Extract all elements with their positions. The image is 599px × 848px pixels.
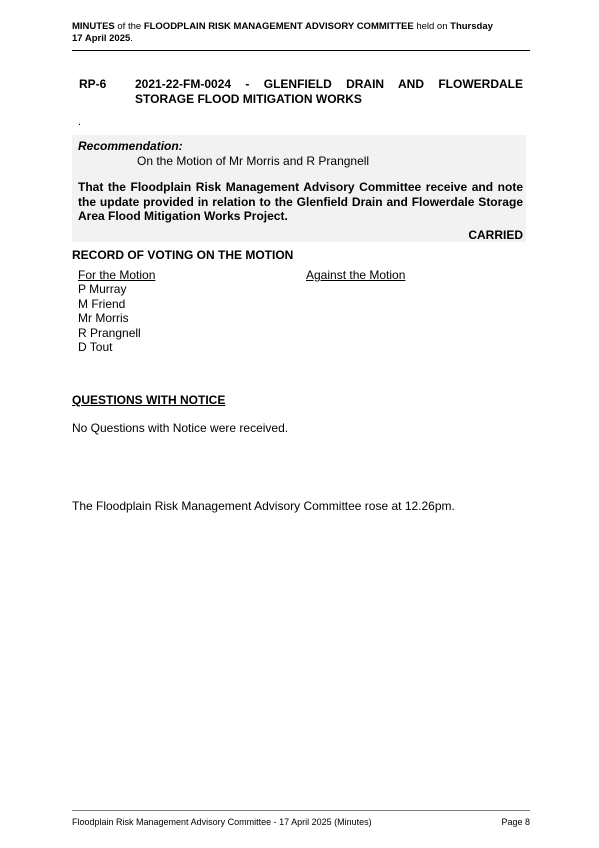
questions-text: No Questions with Notice were received. xyxy=(72,421,289,435)
recommendation-label: Recommendation: xyxy=(78,139,183,153)
header-committee: FLOODPLAIN RISK MANAGEMENT ADVISORY COMMITTEE xyxy=(143,21,414,32)
item-title-line2: STORAGE FLOOD MITIGATION WORKS xyxy=(135,92,362,106)
motion-result: CARRIED xyxy=(468,228,523,242)
header-day: Thursday xyxy=(450,21,493,32)
footer-title: Floodplain Risk Management Advisory Committee - 17 April 2025 (Minutes) xyxy=(72,817,372,827)
voter-name: P Murray xyxy=(78,282,127,296)
header-of-the: of the xyxy=(114,21,144,32)
item-title-line1: 2021-22-FM-0024 - GLENFIELD DRAIN AND FLOWERDALE xyxy=(135,77,523,91)
voter-name: M Friend xyxy=(78,296,126,311)
closing-statement: The Floodplain Risk Management Advisory Committee rose at 12.26pm. xyxy=(72,499,455,513)
questions-heading: QUESTIONS WITH NOTICE xyxy=(72,393,226,407)
page-number: Page 8 xyxy=(501,817,530,827)
item-dot: . xyxy=(78,116,82,128)
header-minutes: MINUTES xyxy=(72,21,115,32)
for-motion-heading: For the Motion xyxy=(78,268,156,282)
header-period: . xyxy=(130,33,133,44)
footer-divider xyxy=(72,810,530,811)
for-motion-list xyxy=(78,282,141,355)
motion-text: On the Motion of Mr Morris and R Prangnell xyxy=(137,154,370,168)
voter-name: D Tout xyxy=(78,340,113,354)
header-date: 17 April 2025 xyxy=(72,33,131,44)
resolution-text: That the Floodplain Risk Management Advisory Committee receive and note the update provided in relation to the Glenfield Drain and Flowerdale Storage Area Flood Mitigation Works Project. xyxy=(78,180,523,223)
voter-name: Mr Morris xyxy=(78,311,129,325)
voter-name: R Prangnell xyxy=(78,325,141,340)
header-held-on: held on xyxy=(413,21,451,32)
against-motion-heading: Against the Motion xyxy=(306,268,406,282)
page-header xyxy=(72,21,532,45)
header-divider xyxy=(72,50,530,51)
item-code: RP-6 xyxy=(79,77,107,91)
voting-heading: RECORD OF VOTING ON THE MOTION xyxy=(72,248,294,262)
